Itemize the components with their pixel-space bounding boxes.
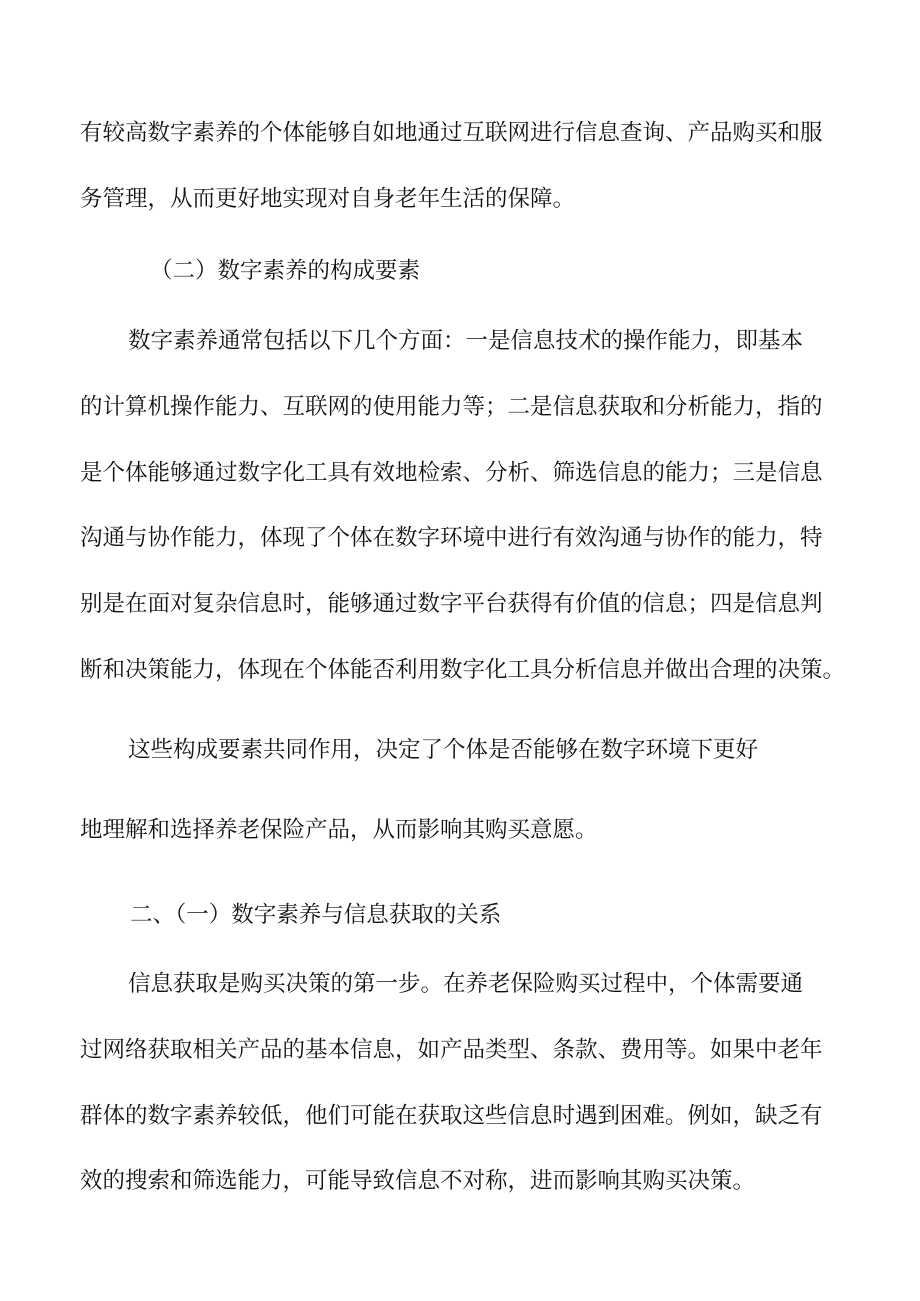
paragraph-2-line-2: 的计算机操作能力、互联网的使用能力等；二是信息获取和分析能力，指的 xyxy=(80,394,823,420)
paragraph-3-line-2: 地理解和选择养老保险产品，从而影响其购买意愿。 xyxy=(80,817,598,843)
paragraph-2-line-5: 别是在面对复杂信息时，能够通过数字平台获得有价值的信息；四是信息判 xyxy=(80,591,823,617)
section-heading-1: 二、（一）数字素养与信息获取的关系 xyxy=(130,902,502,928)
paragraph-2-line-4: 沟通与协作能力，体现了个体在数字环境中进行有效沟通与协作的能力，特 xyxy=(80,525,823,551)
paragraph-4-line-1: 信息获取是购买决策的第一步。在养老保险购买过程中，个体需要通 xyxy=(128,971,804,997)
paragraph-3-line-1: 这些构成要素共同作用，决定了个体是否能够在数字环境下更好 xyxy=(128,737,759,763)
paragraph-2-line-3: 是个体能够通过数字化工具有效地检索、分析、筛选信息的能力；三是信息 xyxy=(80,460,823,486)
paragraph-2-line-1: 数字素养通常包括以下几个方面：一是信息技术的操作能力，即基本 xyxy=(128,328,804,354)
paragraph-4-line-4: 效的搜索和筛选能力，可能导致信息不对称，进而影响其购买决策。 xyxy=(80,1168,756,1194)
paragraph-4-line-3: 群体的数字素养较低，他们可能在获取这些信息时遇到困难。例如，缺乏有 xyxy=(80,1103,823,1129)
section-heading-2: （二）数字素养的构成要素 xyxy=(150,258,421,284)
paragraph-1-line-2: 务管理，从而更好地实现对自身老年生活的保障。 xyxy=(80,186,576,212)
paragraph-4-line-2: 过网络获取相关产品的基本信息，如产品类型、条款、费用等。如果中老年 xyxy=(80,1037,823,1063)
paragraph-1-line-1: 有较高数字素养的个体能够自如地通过互联网进行信息查询、产品购买和服 xyxy=(80,120,823,146)
paragraph-2-line-6: 断和决策能力，体现在个体能否利用数字化工具分析信息并做出合理的决策。 xyxy=(80,657,846,683)
